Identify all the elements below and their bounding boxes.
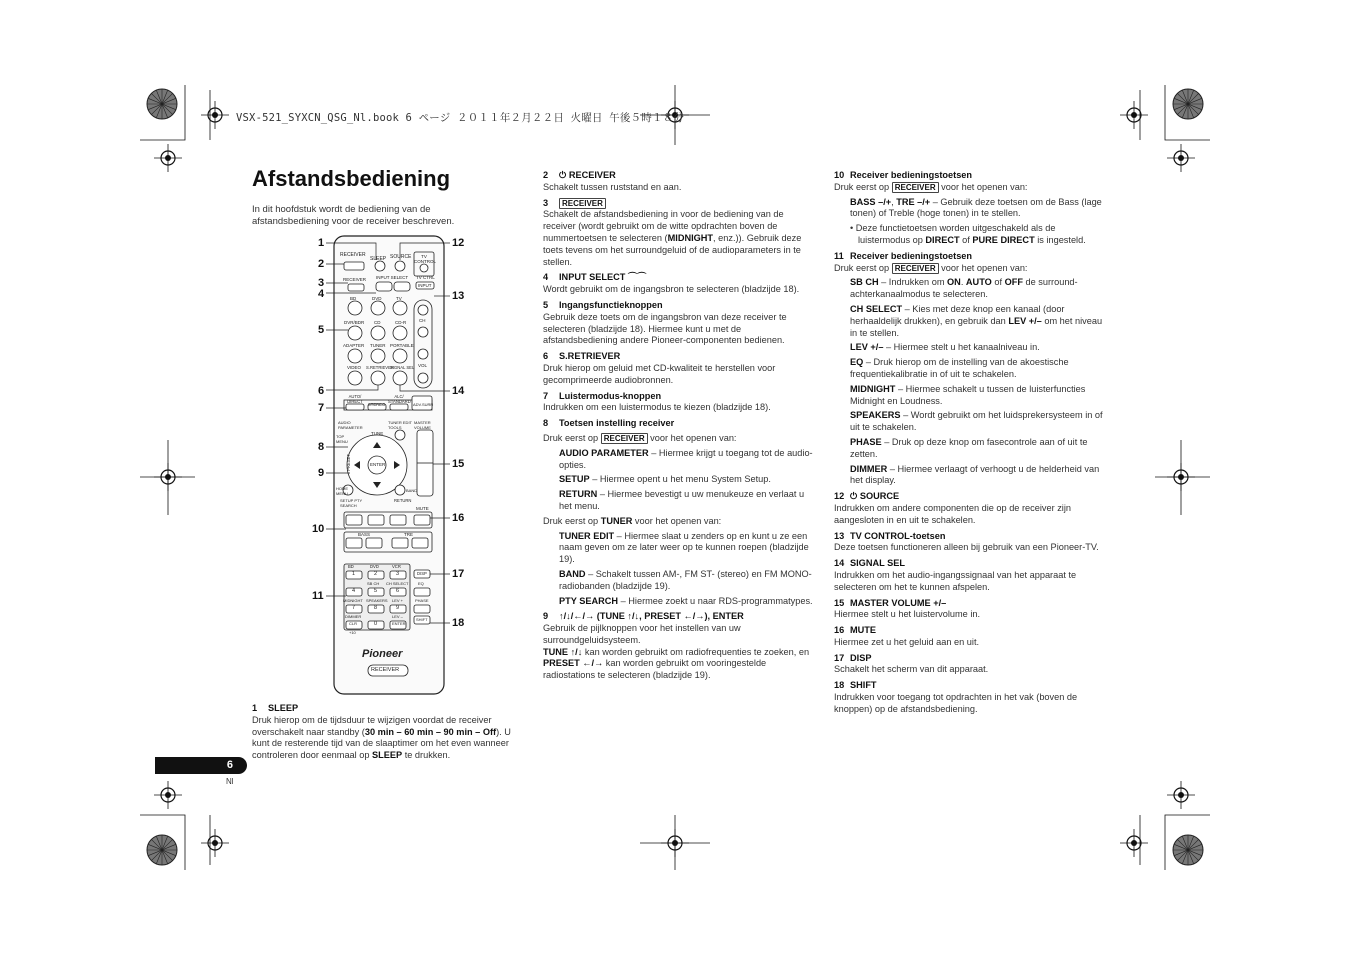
remote-label-ch: CH xyxy=(419,318,426,323)
remote-label-vol: VOL xyxy=(418,363,428,368)
callout-6: 6 xyxy=(318,385,325,397)
remote-label-master-volume: MASTER VOLUME xyxy=(414,420,431,430)
callout-11: 11 xyxy=(312,590,324,602)
remote-digit-9: 9 xyxy=(396,605,400,611)
page-title: Afstandsbediening xyxy=(252,166,451,191)
remote-control-illustration xyxy=(310,232,480,702)
remote-label-auto-direct: AUTO/ DIRECT xyxy=(347,394,363,404)
remote-label-stereo: STEREO xyxy=(368,402,386,407)
column-1 xyxy=(252,703,527,766)
remote-label-home-menu: HOME MENU xyxy=(336,486,348,496)
remote-label-sb-ch: SB CH xyxy=(367,581,380,586)
remote-label-dimmer: DIMMER xyxy=(345,614,362,619)
section-3: 3 RECEIVER Schakelt de afstandsbediening in voor de bediening van de receiver (wordt gebruikt om de witte opdrachten boven de nummertoetsen te selecteren (MIDNIGHT, enz.)). Gebruik deze toets tevens om het surroundgeluid of de audioparameters in te stellen. xyxy=(543,197,802,267)
section-12: 12 ⏻ SOURCE Indrukken om andere componenten die op de receiver zijn aangesloten in en uit te schakelen. xyxy=(834,491,1071,525)
remote-label-source: SOURCE xyxy=(390,254,412,260)
section-5: 5 Ingangsfunctieknoppen Gebruik deze toets om de ingangsbron van deze receiver te selecteren (bladzijde 18). Hiermee kunt u met de afstandsbediening andere Pioneer-componenten bedienen. xyxy=(543,299,787,346)
remote-label-plus10: +10 xyxy=(349,630,356,635)
remote-label-clr: CLR xyxy=(349,621,358,626)
remote-label-tuner: TUNER xyxy=(370,343,386,348)
remote-label-setup: SETUP PTY SEARCH xyxy=(340,498,363,508)
remote-label-midnight: MIDNIGHT xyxy=(343,598,363,603)
remote-label-ch-select: CH SELECT xyxy=(386,581,409,586)
remote-label-preset: PRESET xyxy=(345,454,351,471)
remote-label-phase: PHASE xyxy=(415,598,429,603)
remote-label-speakers: SPEAKERS xyxy=(366,598,388,603)
remote-label-disp: DISP xyxy=(417,571,427,576)
section-6: 6 S.RETRIEVER Druk hierop om geluid met CD-kwaliteit te herstellen voor gecomprimeerde audiobronnen. xyxy=(543,351,776,385)
callout-4: 4 xyxy=(318,288,325,300)
remote-label-eq: EQ xyxy=(418,581,424,586)
callout-13: 13 xyxy=(452,290,465,302)
remote-digit-3: 3 xyxy=(396,571,400,577)
remote-label-top-menu: TOP MENU xyxy=(336,434,348,444)
remote-label-shift: SHIFT xyxy=(416,617,428,622)
section-18: 18 SHIFT Indrukken voor toegang tot opdrachten in het vak (boven de knoppen) op de afstandsbediening. xyxy=(834,680,1078,714)
remote-digit-1: 1 xyxy=(352,571,356,577)
remote-label-dvd: DVD xyxy=(372,296,382,301)
callout-5: 5 xyxy=(318,324,325,336)
remote-label-s-retriever: S.RETRIEVER xyxy=(366,365,394,370)
callout-9: 9 xyxy=(318,467,325,479)
section-15: 15 MASTER VOLUME +/– Hiermee stelt u het luistervolume in. xyxy=(834,597,981,620)
callout-15: 15 xyxy=(452,458,465,470)
column-3 xyxy=(834,170,1109,720)
remote-label-portable: PORTABLE xyxy=(390,343,414,348)
remote-label-cd-r: CD-R xyxy=(395,320,407,325)
remote-digit-2: 2 xyxy=(374,571,378,577)
remote-label-input-select: INPUT SELECT xyxy=(376,275,409,280)
section-1 xyxy=(252,703,527,762)
remote-label-receiver-2: RECEIVER xyxy=(343,277,367,282)
column-2 xyxy=(543,170,815,686)
remote-label-num-bd: BD xyxy=(348,564,354,569)
remote-digit-7: 7 xyxy=(352,605,356,611)
remote-label-dvr-bdr: DVR/BDR xyxy=(344,320,365,325)
section-14: 14 SIGNAL SEL Indrukken om het audio-ingangssignaal van het apparaat te selecteren om het te kunnen afspelen. xyxy=(834,558,1077,592)
remote-label-sleep: SLEEP xyxy=(370,256,387,262)
remote-label-num-dvd: DVD xyxy=(370,564,379,569)
remote-label-audio-parameter: AUDIO PARAMETER xyxy=(338,420,363,430)
section-2: 2 ⏻ RECEIVER Schakelt tussen ruststand en aan. xyxy=(543,170,682,192)
section-1-text: Druk hierop om de tijdsduur te wijzigen voordat de receiver overschakelt naar standby (30 min – 60 min – 90 min – Off). U kunt de resterende tijd van de slaaptimer om het even wanneer controleren door eenmaal op SLEEP te drukken. xyxy=(252,714,511,761)
remote-label-bottom-receiver: RECEIVER xyxy=(371,667,400,673)
file-header-line: VSX-521_SYXCN_QSG_Nl.book 6 ページ ２０１１年２月２２日 火曜日 午後５時１８分 xyxy=(236,112,685,124)
section-8: 8 Toetsen instelling receiver Druk eerst op RECEIVER voor het openen van: AUDIO PARAMETER – Hiermee krijgt u toegang tot de audio-opties. SETUP – Hiermee opent u het menu System Setup. RETURN – Hiermee bevestigt u uw menukeuze en verlaat u het menu. Druk eerst op TUNER voor het openen van: TUNER EDIT – Hiermee slaat u zenders op en kunt u ze een naam geven om ze later weer op te kunnen roepen (bladzijde 19). BAND – Schakelt tussen AM-, FM ST- (stereo) en FM MONO-radiobanden (bladzijde 19). PTY SEARCH – Hiermee zoekt u naar RDS-programmatypes. xyxy=(543,418,813,606)
remote-label-bass: BASS xyxy=(358,532,371,537)
pioneer-logo: Pioneer xyxy=(362,648,403,660)
remote-label-bd: BD xyxy=(350,296,357,301)
section-10: 10 Receiver bedieningstoetsen Druk eerst op RECEIVER voor het openen van: BASS –/+, TRE –/+ – Gebruik deze toetsen om de Bass (lage tonen) of Treble (hoge tonen) in te stellen. • Deze functietoetsen worden uitgeschakeld als de luistermodus op DIRECT of PURE DIRECT is ingesteld. xyxy=(834,170,1102,245)
remote-label-lev-plus: LEV + xyxy=(392,598,404,603)
remote-label-signal-sel: SIGNAL SEL xyxy=(390,365,415,370)
remote-label-return: RETURN xyxy=(394,498,412,503)
intro-text: In dit hoofdstuk wordt de bediening van de afstandsbediening voor de receiver beschreven. xyxy=(252,204,455,227)
section-13: 13 TV CONTROL-toetsen Deze toetsen functioneren alleen bij gebruik van een Pioneer-TV. xyxy=(834,530,1099,553)
section-7: 7 Luistermodus-knoppen Indrukken om een luistermodus te kiezen (bladzijde 18). xyxy=(543,390,771,413)
remote-label-receiver: RECEIVER xyxy=(340,252,366,258)
callout-8: 8 xyxy=(318,441,325,453)
remote-label-video: VIDEO xyxy=(347,365,362,370)
remote-label-adv-surr: ADV.SURR xyxy=(413,402,434,407)
callout-12: 12 xyxy=(452,237,465,249)
callout-7: 7 xyxy=(318,402,325,414)
remote-digit-0: 0 xyxy=(374,621,378,627)
section-17: 17 DISP Schakelt het scherm van dit apparaat. xyxy=(834,652,989,675)
callout-16: 16 xyxy=(452,512,465,524)
section-9: 9 ↑/↓/←/→ (TUNE ↑/↓, PRESET ←/→), ENTER Gebruik de pijlknoppen voor het instellen van uw surroundgeluidsysteem. TUNE ↑/↓ kan worden gebruikt om radiofrequenties te zoeken, en PRESET ←/→ kan worden gebruikt om vooringestelde radiostations te selecteren (bladzijde 19). xyxy=(543,611,810,681)
remote-label-enter: ENTER xyxy=(370,462,386,467)
remote-label-alc-standard: ALC/ STANDARD xyxy=(388,394,411,404)
remote-label-band: BAND xyxy=(406,488,418,493)
power-icon: ⏻ xyxy=(559,170,569,180)
callout-2: 2 xyxy=(318,258,325,270)
power-icon: ⏻ xyxy=(850,491,860,502)
remote-label-tre: TRE xyxy=(404,532,413,537)
callout-18: 18 xyxy=(452,617,465,629)
remote-label-tv-control: TV CONTROL xyxy=(414,254,437,264)
page-number-badge xyxy=(155,757,247,774)
remote-label-adapter: ADAPTER xyxy=(343,343,365,348)
section-1-heading: 1 SLEEP xyxy=(252,703,299,713)
remote-label-tv: TV xyxy=(396,296,402,301)
remote-label-tv-ctrl: TV CTRL xyxy=(416,275,435,280)
section-11: 11 Receiver bedieningstoetsen Druk eerst op RECEIVER voor het openen van: SB CH – Indrukken om ON. AUTO of OFF de surround-achterkanaalmodus te selecteren. CH SELECT – Kies met deze knop een kanaal (door herhaaldelijk drukken), en gebruik dan LEV +/– om het niveau in te stellen. LEV +/– – Hiermee stelt u het kanaalniveau in. EQ – Druk hierop om de instelling van de akoestische frequentiekalibratie in of uit te schakelen. MIDNIGHT – Hiermee schakelt u tussen de luisterfuncties Midnight en Loudness. SPEAKERS – Wordt gebruikt om het luidsprekersysteem in of uit te schakelen. PHASE – Druk op deze knop om fasecontrole aan of uit te zetten. DIMMER – Hiermee verlaagt of verhoogt u de helderheid van het display. xyxy=(834,250,1103,486)
callout-14: 14 xyxy=(452,385,465,397)
input-select-arrows-icon: ⌒⌒ xyxy=(627,272,647,283)
receiver-badge: RECEIVER xyxy=(892,263,939,274)
section-4: 4 INPUT SELECT ⌒⌒ Wordt gebruikt om de ingangsbron te selecteren (bladzijde 18). xyxy=(543,272,800,295)
receiver-badge: RECEIVER xyxy=(892,182,939,193)
remote-label-input: INPUT xyxy=(418,283,432,288)
remote-label-cd: CD xyxy=(374,320,381,325)
remote-label-tune: TUNE xyxy=(371,431,384,436)
callout-10: 10 xyxy=(312,523,325,535)
remote-label-tuner-edit: TUNER EDIT TOOLS xyxy=(388,420,412,430)
receiver-badge: RECEIVER xyxy=(559,198,606,209)
remote-digit-8: 8 xyxy=(374,605,378,611)
callout-3: 3 xyxy=(318,277,325,289)
remote-label-mute: MUTE xyxy=(416,506,429,511)
remote-digit-4: 4 xyxy=(352,588,356,594)
section-16: 16 MUTE Hiermee zet u het geluid aan en uit. xyxy=(834,625,980,647)
remote-label-lev-minus: LEV – xyxy=(392,614,403,619)
language-code: Nl xyxy=(226,777,234,786)
callout-17: 17 xyxy=(452,568,465,580)
remote-digit-5: 5 xyxy=(374,588,378,594)
callout-1: 1 xyxy=(318,237,325,249)
remote-label-num-enter: ENTER xyxy=(392,621,406,626)
remote-label-num-vcr: VCR xyxy=(392,564,401,569)
receiver-badge: RECEIVER xyxy=(601,433,648,444)
page-number: 6 xyxy=(226,759,233,771)
remote-digit-6: 6 xyxy=(396,588,400,594)
